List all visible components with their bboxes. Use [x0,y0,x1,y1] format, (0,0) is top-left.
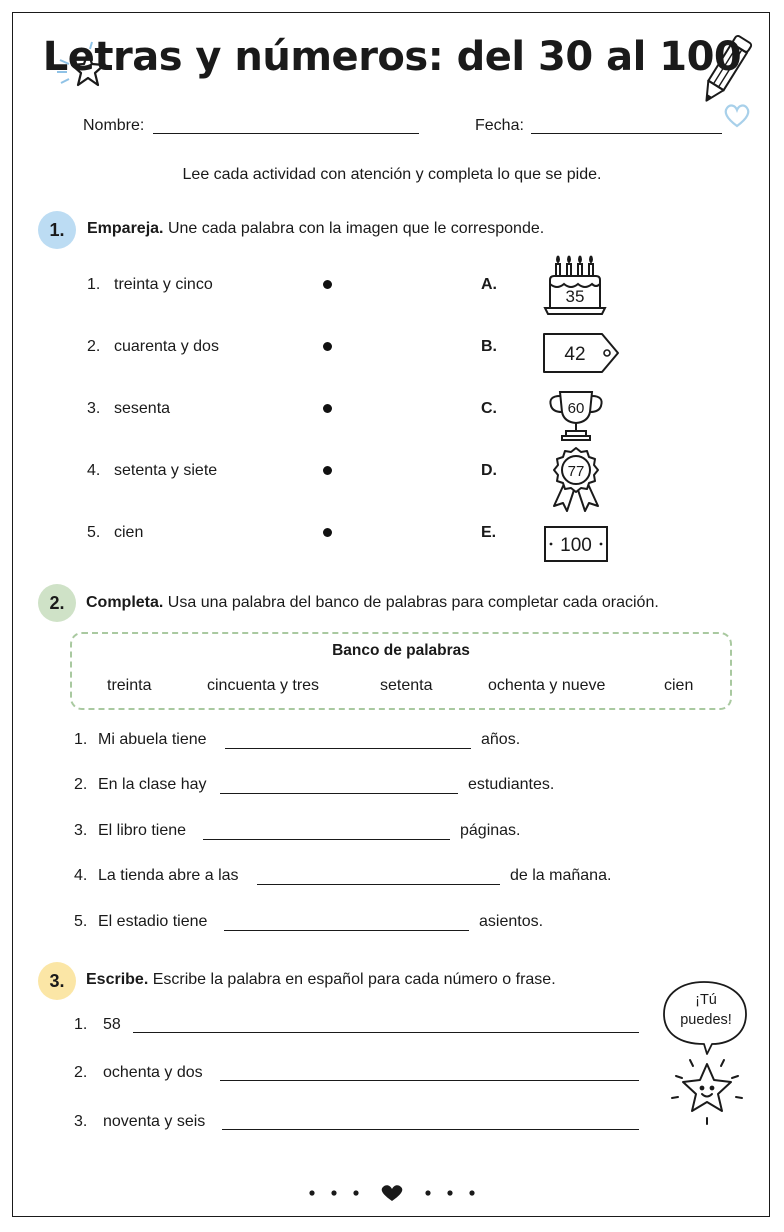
sentence-blank[interactable] [220,793,458,794]
match-item-text: cien [114,524,144,541]
section-1-heading-text: Une cada palabra con la imagen que le corresponde. [167,220,545,237]
sentence-after: de la mañana. [510,867,612,884]
bank-word: ochenta y nueve [488,677,606,694]
option-value: 35 [565,287,585,306]
sentence-after: páginas. [460,822,521,839]
sentence-before: La tienda abre a las [98,867,239,884]
number-card-icon [542,524,610,564]
write-item-text: 58 [103,1016,121,1033]
match-item-number: 1. [87,276,101,293]
sentence-blank[interactable] [203,839,450,840]
speech-line-1: ¡Tú [695,992,717,1008]
section-3-heading-bold: Escribe. [86,971,149,988]
name-field[interactable] [153,133,419,134]
cake-icon [540,254,610,320]
word-bank-title: Banco de palabras [332,642,470,659]
write-answer-line[interactable] [220,1080,639,1081]
sentence-number: 3. [74,822,88,839]
sentence-blank[interactable] [257,884,500,885]
match-dot[interactable] [323,404,332,413]
section-2-heading-text: Usa una palabra del banco de palabras para completar cada oración. [167,594,659,611]
match-item-text: setenta y siete [114,462,218,479]
section-2-heading [86,594,659,612]
name-label: Nombre: [83,117,145,134]
option-letter: D. [481,462,497,479]
match-dot[interactable] [323,528,332,537]
match-dot[interactable] [323,466,332,475]
trophy-icon [544,388,608,442]
match-item-number: 3. [87,400,101,417]
sentence-before: Mi abuela tiene [98,731,207,748]
bank-word: treinta [107,677,152,694]
match-dot[interactable] [323,342,332,351]
option-letter: C. [481,400,497,417]
option-value: 42 [564,344,586,365]
price-tag-icon [540,330,624,376]
option-letter: A. [481,276,497,293]
section-1-heading [87,220,544,238]
bank-word: setenta [380,677,433,694]
match-item-text: sesenta [114,400,171,417]
date-field[interactable] [531,133,722,134]
sentence-before: El estadio tiene [98,913,208,930]
sentence-before: En la clase hay [98,776,207,793]
option-letter: E. [481,524,497,541]
bank-word: cien [664,677,694,694]
page-title: Letras y números: del 30 al 100 [42,34,742,80]
medal-icon [546,446,606,514]
section-1-badge: 1. [38,211,76,249]
page-border [12,12,770,1217]
section-3-badge: 3. [38,962,76,1000]
option-value: 100 [560,535,592,556]
section-2-heading-bold: Completa. [86,594,164,611]
speech-text [660,990,752,1030]
dots-heart-divider [300,1182,484,1204]
section-2-badge: 2. [38,584,76,622]
sentence-before: El libro tiene [98,822,187,839]
match-dot[interactable] [323,280,332,289]
sentence-after: estudiantes. [468,776,555,793]
sentence-number: 4. [74,867,88,884]
write-item-number: 2. [74,1064,88,1081]
sentence-after: años. [481,731,521,748]
speech-line-2: puedes! [680,1012,732,1028]
sentence-blank[interactable] [225,748,471,749]
date-label: Fecha: [475,117,524,134]
match-item-number: 2. [87,338,101,355]
section-3-heading [86,971,556,989]
sentence-number: 2. [74,776,88,793]
instructions: Lee cada actividad con atención y completa lo que se pide. [182,166,602,183]
match-item-number: 5. [87,524,101,541]
write-item-text: ochenta y dos [103,1064,203,1081]
write-item-number: 3. [74,1113,88,1130]
match-item-text: cuarenta y dos [114,338,219,355]
option-letter: B. [481,338,497,355]
option-value: 60 [567,400,585,417]
write-answer-line[interactable] [222,1129,639,1130]
sentence-number: 1. [74,731,88,748]
write-answer-line[interactable] [133,1032,639,1033]
sentence-after: asientos. [479,913,544,930]
bank-word: cincuenta y tres [207,677,320,694]
write-item-number: 1. [74,1016,88,1033]
option-value: 77 [567,463,585,480]
section-3-heading-text: Escribe la palabra en español para cada número o frase. [152,971,556,988]
sentence-blank[interactable] [224,930,469,931]
match-item-number: 4. [87,462,101,479]
smiling-star-icon [668,1054,746,1128]
heart-outline-icon [722,100,752,130]
match-item-text: treinta y cinco [114,276,213,293]
write-item-text: noventa y seis [103,1113,206,1130]
section-1-heading-bold: Empareja. [87,220,164,237]
sentence-number: 5. [74,913,88,930]
